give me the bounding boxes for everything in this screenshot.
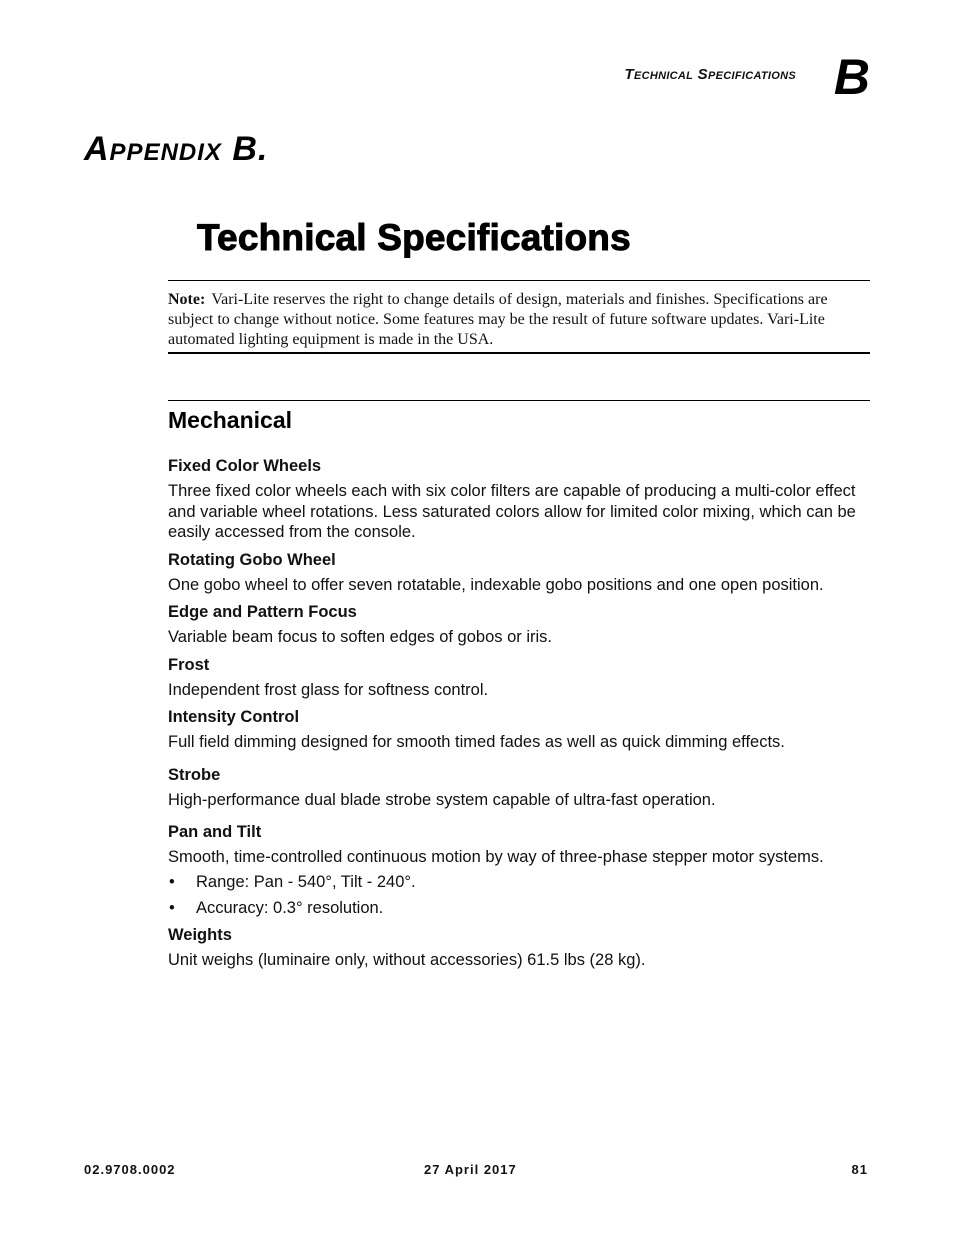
spec-body: Smooth, time-controlled continuous motion by way of three-phase stepper motor systems. <box>168 848 824 866</box>
spec-title: Pan and Tilt <box>168 823 262 841</box>
bullet-list <box>168 872 870 919</box>
spec-title: Strobe <box>168 765 221 784</box>
appendix-title: Appendix B. <box>84 130 269 168</box>
note-text: Vari-Lite reserves the right to change details of design, materials and finishes. Specifications are subject to change without notice. Some features may be the result of future software updates. Vari-Lite automated lighting equipment is made in the USA. <box>168 291 828 348</box>
spec-fixed-color-wheels <box>168 456 870 543</box>
spec-edge-and-pattern-focus <box>168 602 870 648</box>
section-heading: Mechanical <box>168 407 292 433</box>
bullet-text: Accuracy: 0.3° resolution. <box>196 899 384 917</box>
spec-body: Variable beam focus to soften edges of gobos or iris. <box>168 628 552 646</box>
footer-doc-number: 02.9708.0002 <box>84 1162 176 1177</box>
spec-body: One gobo wheel to offer seven rotatable, indexable gobo positions and one open position. <box>168 575 824 594</box>
spec-title: Intensity Control <box>168 708 300 726</box>
note-block <box>168 290 870 350</box>
spec-strobe <box>168 765 870 811</box>
spec-body: Three fixed color wheels each with six color filters are capable of producing a multi-color effect and variable wheel rotations. Less saturated colors allow for limited color mixing, which can be easily accessed from the console. <box>168 482 856 541</box>
note-label: Note: <box>168 291 206 308</box>
spec-body: High-performance dual blade strobe system capable of ultra-fast operation. <box>168 790 716 809</box>
bullet-item <box>168 872 870 893</box>
spec-body: Full field dimming designed for smooth timed fades as well as quick dimming effects. <box>168 733 785 751</box>
bullet-icon: • <box>169 899 175 917</box>
footer-date: 27 April 2017 <box>424 1162 517 1177</box>
spec-intensity-control <box>168 707 870 753</box>
spec-title: Fixed Color Wheels <box>168 457 322 475</box>
spec-title: Frost <box>168 655 210 674</box>
spec-list <box>168 456 870 977</box>
bullet-text: Range: Pan - 540°, Tilt - 240°. <box>196 872 416 891</box>
bullet-item <box>168 898 870 919</box>
spec-title: Rotating Gobo Wheel <box>168 550 336 569</box>
spec-weights <box>168 925 870 971</box>
bullet-icon: • <box>169 872 175 891</box>
spec-frost <box>168 655 870 701</box>
running-head: Technical Specifications <box>624 66 796 83</box>
spec-body: Independent frost glass for softness control. <box>168 680 489 699</box>
note-top-rule <box>168 280 870 281</box>
spec-title: Weights <box>168 925 232 944</box>
section-rule <box>168 400 870 401</box>
chapter-letter: B <box>833 49 870 105</box>
page-title: Technical Specifications <box>197 217 631 258</box>
spec-body: Unit weighs (luminaire only, without accessories) 61.5 lbs (28 kg). <box>168 950 646 969</box>
spec-rotating-gobo-wheel <box>168 550 870 596</box>
spec-pan-and-tilt <box>168 822 870 919</box>
footer-page-number: 81 <box>851 1162 868 1177</box>
note-bottom-rule <box>168 352 870 354</box>
spec-title: Edge and Pattern Focus <box>168 603 357 621</box>
